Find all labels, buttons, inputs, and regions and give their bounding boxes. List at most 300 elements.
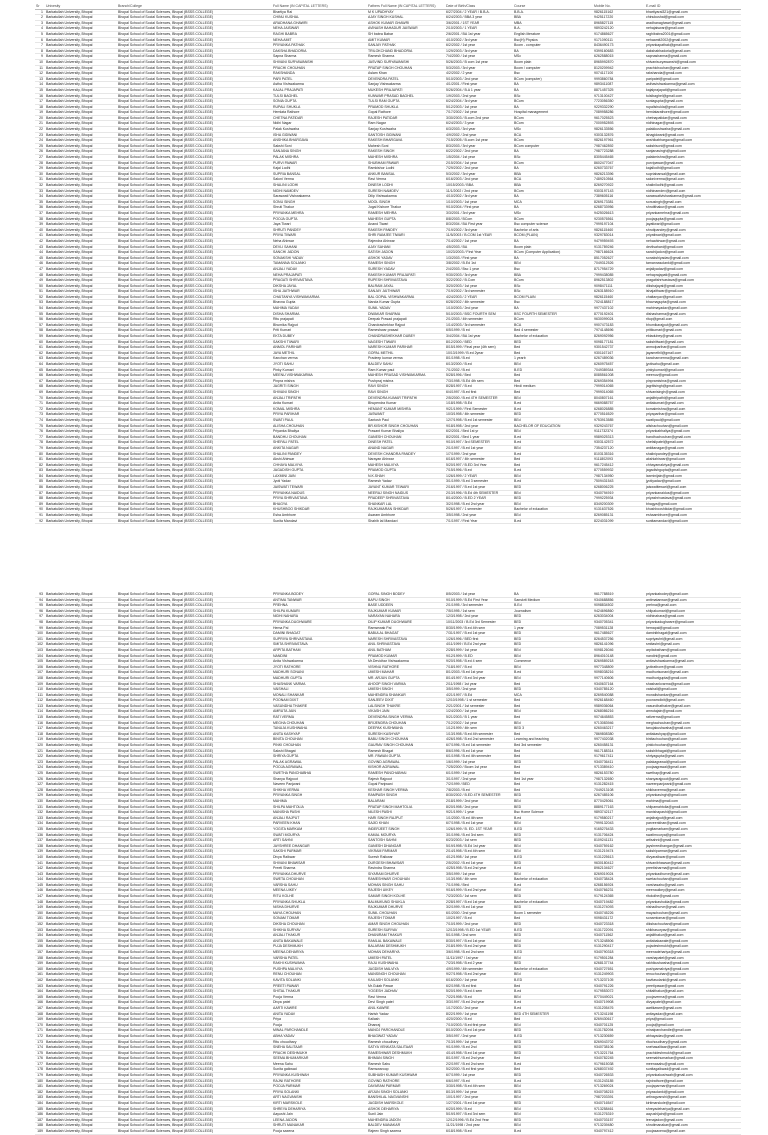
- cell-university: Barkatullah University, Bhopal: [45, 938, 117, 944]
- cell-father-name: GOVIND RATHORE: [367, 1078, 445, 1084]
- cell-course: BCom: [513, 216, 593, 222]
- cell-sr: 61: [35, 345, 45, 351]
- cell-college: Bhopal School of Social Sciences, Bhopal (BSSS COLLEGE): [117, 54, 272, 60]
- cell-full-name: AARTI KAWRE: [272, 1005, 367, 1011]
- cell-course: Bed 3rd semester: [513, 743, 593, 749]
- cell-email: prachichouhan@gmail.com: [645, 65, 741, 71]
- cell-college: Bhopal School of Social Sciences, Bhopal (BSSS COLLEGE): [117, 345, 272, 351]
- cell-university: Barkatullah University, Bhopal: [45, 328, 117, 334]
- cell-father-name: SATISH JADON: [367, 250, 445, 256]
- cell-mobile: 9340708215: [593, 1089, 645, 1095]
- cell-course: B.ed: [513, 1129, 593, 1135]
- cell-college: Bhopal School of Social Sciences, Bhopal (BSSS COLLEGE): [117, 373, 272, 379]
- cell-university: Barkatullah University, Bhopal: [45, 731, 117, 737]
- cell-sr: 72: [35, 406, 45, 412]
- cell-university: Barkatullah University, Bhopal: [45, 417, 117, 423]
- cell-course: BED: [513, 631, 593, 637]
- cell-dob-class: 8/10/2000 / B.ed 1st year: [445, 1028, 513, 1034]
- cell-college: Bhopal School of Social Sciences, Bhopal (BSSS COLLEGE): [117, 37, 272, 43]
- cell-university: Barkatullah University, Bhopal: [45, 625, 117, 631]
- cell-course: BEd: [513, 1095, 593, 1101]
- cell-mobile: 9617025523: [593, 115, 645, 121]
- cell-email: shivanibhawsar@gmail.com: [645, 860, 741, 866]
- cell-course: BED: [513, 1117, 593, 1123]
- cell-mobile: 9179617411: [593, 754, 645, 760]
- cell-dob-class: 6/22/2002 / 2nd year: [445, 149, 513, 155]
- cell-university: Barkatullah University, Bhopal: [45, 715, 117, 721]
- cell-university: Barkatullah University, Bhopal: [45, 149, 117, 155]
- cell-father-name: ANIL BATHAM: [367, 647, 445, 653]
- cell-course: B.ED: [513, 977, 593, 983]
- cell-college: Bhopal School of Social Sciences, Bhopal (BSSS COLLEGE): [117, 608, 272, 614]
- cell-college: Bhopal School of Social Sciences, Bhopal (BSSS COLLEGE): [117, 1022, 272, 1028]
- cell-course: B.ed: [513, 1005, 593, 1011]
- cell-sr: 165: [35, 994, 45, 1000]
- cell-course: BED: [513, 614, 593, 620]
- cell-email: shalinipandey@gmail.com: [645, 451, 741, 457]
- cell-email: jyotirathore@gmail.com: [645, 664, 741, 670]
- cell-university: Barkatullah University, Bhopal: [45, 614, 117, 620]
- cell-sr: 175: [35, 1050, 45, 1056]
- cell-college: Bhopal School of Social Sciences, Bhopal (BSSS COLLEGE): [117, 692, 272, 698]
- cell-sr: 168: [35, 1011, 45, 1017]
- cell-course: BEd: [513, 395, 593, 401]
- cell-email: aradhanaghawri@gmail.com: [645, 20, 741, 26]
- cell-dob-class: 7/15/2005 / B.com 1st year: [445, 138, 513, 144]
- cell-mobile: 9230576561: [593, 216, 645, 222]
- cell-father-name: SANTOSH SAHNI: [367, 838, 445, 844]
- cell-college: Bhopal School of Social Sciences, Bhopal (BSSS COLLEGE): [117, 356, 272, 362]
- cell-full-name: SHIKHA SURYAV: [272, 927, 367, 933]
- cell-full-name: PRIYANKA BODEY: [272, 592, 367, 597]
- cell-mobile: 9131225613: [593, 854, 645, 860]
- cell-course: BCOM (PLAIN): [513, 233, 593, 239]
- cell-university: Barkatullah University, Bhopal: [45, 899, 117, 905]
- cell-sr: 120: [35, 743, 45, 749]
- cell-mobile: 9340726533: [593, 1073, 645, 1079]
- cell-university: Barkatullah University, Bhopal: [45, 233, 117, 239]
- cell-college: Bhopal School of Social Sciences, Bhopal (BSSS COLLEGE): [117, 916, 272, 922]
- cell-sr: 28: [35, 160, 45, 166]
- cell-father-name: Nanda Kumar Gupta: [367, 300, 445, 306]
- cell-email: swatipaul@gmail.com: [645, 417, 741, 423]
- cell-dob-class: 2/14/1998 / B.ed 4th sem: [445, 849, 513, 855]
- cell-mobile: 9826115460: [593, 294, 645, 300]
- cell-email: priyasolanki@gmail.com: [645, 1089, 741, 1095]
- cell-course: BEd: [513, 871, 593, 877]
- cell-email: shrutimanakar@gmail.com: [645, 1123, 741, 1129]
- cell-full-name: Sapna Sharma: [272, 54, 367, 60]
- cell-mobile: 9669088757: [593, 401, 645, 407]
- cell-college: Bhopal School of Social Sciences, Bhopal (BSSS COLLEGE): [117, 177, 272, 183]
- cell-father-name: SURESH NAMDEV: [367, 188, 445, 194]
- cell-father-name: CHANDRASHEKHAR DUBEY: [367, 334, 445, 340]
- cell-university: Barkatullah University, Bhopal: [45, 659, 117, 665]
- cell-father-name: PRAMOD KUMAR: [367, 653, 445, 659]
- cell-email: saraswativishwakarma@gmail.com: [645, 194, 741, 200]
- cell-sr: 187: [35, 1117, 45, 1123]
- cell-full-name: SWETA CHOUHAN: [272, 877, 367, 883]
- cell-full-name: ANJALI RAJPUT: [272, 815, 367, 821]
- cell-father-name: BRIJENDRA CHOUHAN: [367, 720, 445, 726]
- cell-university: Barkatullah University, Bhopal: [45, 479, 117, 485]
- cell-full-name: Kajal Lodhi: [272, 166, 367, 172]
- cell-course: BCOM PLAIN: [513, 294, 593, 300]
- cell-father-name: JASWANT: [367, 412, 445, 418]
- cell-college: Bhopal School of Social Sciences, Bhopal (BSSS COLLEGE): [117, 961, 272, 967]
- cell-email: parveenkhan@gmail.com: [645, 821, 741, 827]
- cell-college: Bhopal School of Social Sciences, Bhopal (BSSS COLLEGE): [117, 468, 272, 474]
- cell-full-name: JAGRITI SINGH: [272, 384, 367, 390]
- cell-email: jayatiwari@gmail.com: [645, 222, 741, 228]
- cell-father-name: ANKUR BANSAL: [367, 171, 445, 177]
- cell-mobile: 9329243767: [593, 423, 645, 429]
- cell-mobile: 9340766231: [593, 888, 645, 894]
- cell-sr: 79: [35, 445, 45, 451]
- cell-father-name: NILESH PASHI: [367, 810, 445, 816]
- cell-dob-class: 7/17/2002 / 1st year: [445, 110, 513, 116]
- cell-college: Bhopal School of Social Sciences, Bhopal (BSSS COLLEGE): [117, 395, 272, 401]
- cell-dob-class: 2/16/1997 / B.ed 1st year: [445, 485, 513, 491]
- cell-full-name: PUSHPA MALVIYA: [272, 966, 367, 972]
- cell-dob-class: 5/1/1998 / 2nd sem: [445, 933, 513, 939]
- cell-sr: 2: [35, 15, 45, 21]
- cell-father-name: DILIP KUMAR DUGHWARE: [367, 619, 445, 625]
- cell-dob-class: 8/3/2003 / 3rd year: [445, 143, 513, 149]
- cell-dob-class: 1/24/2000 / 1st year: [445, 709, 513, 715]
- cell-full-name: JYOTI RATHORE: [272, 664, 367, 670]
- cell-dob-class: 1/27/2001 / B.ed 1st year: [445, 1101, 513, 1107]
- cell-father-name: NAGESH TIWARI: [367, 339, 445, 345]
- cell-full-name: TAMANNA SOLANKI: [272, 261, 367, 267]
- cell-dob-class: 7/23/1998 / B.ed 2 year: [445, 961, 513, 967]
- cell-university: Barkatullah University, Bhopal: [45, 815, 117, 821]
- cell-course: BED: [513, 933, 593, 939]
- cell-father-name: Sanjay Vishwakarma: [367, 82, 445, 88]
- cell-university: Barkatullah University, Bhopal: [45, 451, 117, 457]
- cell-course: Bed: [513, 378, 593, 384]
- header-father-name: Fathers Full Name (IN CAPITAL LETTERS): [367, 4, 445, 9]
- cell-email: kanchanverma@gmail.com: [645, 356, 741, 362]
- cell-full-name: RATI VERMA: [272, 715, 367, 721]
- cell-full-name: Pooja: [272, 1022, 367, 1028]
- cell-course: BED: [513, 1028, 593, 1034]
- cell-dob-class: 3/3/2001 / 3rd year: [445, 210, 513, 216]
- cell-university: Barkatullah University, Bhopal: [45, 71, 117, 77]
- cell-father-name: AMAR SINGH CHOUHAN: [367, 922, 445, 928]
- cell-sr: 96: [35, 608, 45, 614]
- cell-mobile: 9630180412: [593, 860, 645, 866]
- cell-course: Bachelor of education: [513, 507, 593, 513]
- cell-dob-class: 8/1/2003 / B.ed 1st year: [445, 670, 513, 676]
- cell-dob-class: 3/2/1998 / B.ed 2nd year: [445, 501, 513, 507]
- cell-sr: 35: [35, 199, 45, 205]
- cell-college: Bhopal School of Social Sciences, Bhopal (BSSS COLLEGE): [117, 65, 272, 71]
- cell-father-name: BALARAM DESHMUKH: [367, 944, 445, 950]
- cell-college: Bhopal School of Social Sciences, Bhopal (BSSS COLLEGE): [117, 670, 272, 676]
- cell-course: B.ED: [513, 367, 593, 373]
- cell-mobile: 8040807161: [593, 395, 645, 401]
- cell-full-name: KOMAL MISHRA: [272, 406, 367, 412]
- cell-dob-class: 7/10/1999 / 2nd year: [445, 922, 513, 928]
- cell-mobile: 6263158910: [593, 289, 645, 295]
- cell-mobile: 9753913585: [593, 417, 645, 423]
- cell-university: Barkatullah University, Bhopal: [45, 653, 117, 659]
- cell-full-name: PUJA DESHMUKH: [272, 944, 367, 950]
- cell-university: Barkatullah University, Bhopal: [45, 916, 117, 922]
- cell-email: divyapatel@gmail.com: [645, 1000, 741, 1006]
- cell-mobile: 9179124365: [593, 894, 645, 900]
- cell-dob-class: 6/27/2004 / 2 YEAR / B.B.A.: [445, 9, 513, 15]
- cell-sr: 121: [35, 748, 45, 754]
- cell-full-name: AMRUTA JAIN: [272, 709, 367, 715]
- cell-mobile: 9589025313: [593, 434, 645, 440]
- cell-father-name: MAHESH MISHRA: [367, 155, 445, 161]
- cell-college: Bhopal School of Social Sciences, Bhopal (BSSS COLLEGE): [117, 1000, 272, 1006]
- cell-course: Bed 1st year: [513, 776, 593, 782]
- cell-full-name: PARI PATEL: [272, 76, 367, 82]
- cell-sr: 116: [35, 720, 45, 726]
- cell-college: Bhopal School of Social Sciences, Bhopal (BSSS COLLEGE): [117, 659, 272, 665]
- cell-college: Bhopal School of Social Sciences, Bhopal (BSSS COLLEGE): [117, 423, 272, 429]
- cell-mobile: 6268137744: [593, 961, 645, 967]
- cell-sr: 42: [35, 238, 45, 244]
- cell-email: soniagupta@gmail.com: [645, 99, 741, 105]
- cell-course: BCom: [513, 317, 593, 323]
- cell-father-name: AMIT KUMAR: [367, 37, 445, 43]
- cell-dob-class: 7/8/2003 / B.ed: [445, 787, 513, 793]
- cell-university: Barkatullah University, Bhopal: [45, 367, 117, 373]
- cell-university: Barkatullah University, Bhopal: [45, 944, 117, 950]
- cell-father-name: Dhanraj: [367, 1022, 445, 1028]
- cell-father-name: Ramesh Sharma: [367, 54, 445, 60]
- cell-full-name: SANCHI JADON: [272, 250, 367, 256]
- cell-mobile: 9131249903: [593, 972, 645, 978]
- cell-university: Barkatullah University, Bhopal: [45, 608, 117, 614]
- cell-mobile: 9179501284: [593, 955, 645, 961]
- cell-university: Barkatullah University, Bhopal: [45, 384, 117, 390]
- cell-sr: 110: [35, 687, 45, 693]
- cell-course: B.ED: [513, 854, 593, 860]
- cell-university: Barkatullah University, Bhopal: [45, 322, 117, 328]
- cell-university: Barkatullah University, Bhopal: [45, 54, 117, 60]
- cell-college: Bhopal School of Social Sciences, Bhopal (BSSS COLLEGE): [117, 614, 272, 620]
- cell-university: Barkatullah University, Bhopal: [45, 743, 117, 749]
- cell-dob-class: 6/2/2002 / 1st year: [445, 43, 513, 49]
- cell-university: Barkatullah University, Bhopal: [45, 378, 117, 384]
- cell-course: BEd: [513, 849, 593, 855]
- cell-university: Barkatullah University, Bhopal: [45, 121, 117, 127]
- cell-university: Barkatullah University, Bhopal: [45, 65, 117, 71]
- cell-mobile: 8871457325: [593, 87, 645, 93]
- cell-mobile: 8103135316: [593, 451, 645, 457]
- cell-full-name: CHINU KUSHAL: [272, 15, 367, 21]
- cell-mobile: 9340759162: [593, 843, 645, 849]
- cell-college: Bhopal School of Social Sciences, Bhopal (BSSS COLLEGE): [117, 132, 272, 138]
- cell-email: nidhinahara@gmail.com: [645, 614, 741, 620]
- cell-dob-class: 9/10/1997 / 3rd SEMESTER: [445, 440, 513, 446]
- cell-mobile: 9630099024: [593, 317, 645, 323]
- cell-email: sonusingh@gmail.com: [645, 199, 741, 205]
- cell-college: Bhopal School of Social Sciences, Bhopal (BSSS COLLEGE): [117, 653, 272, 659]
- cell-university: Barkatullah University, Bhopal: [45, 138, 117, 144]
- cell-email: pinkichouhan@gmail.com: [645, 743, 741, 749]
- cell-sr: 18: [35, 104, 45, 110]
- cell-mobile: 9340703157: [593, 1117, 645, 1123]
- cell-email: priyankashukla@gmail.com: [645, 899, 741, 905]
- cell-course: BBA: [513, 272, 593, 278]
- cell-dob-class: 1/1/2000 / B.ed 4th sem: [445, 815, 513, 821]
- cell-full-name: Divya Raikwar: [272, 854, 367, 860]
- cell-email: shivanisingh@gmail.com: [645, 389, 741, 395]
- cell-dob-class: 11/11/1997 / 1st year: [445, 955, 513, 961]
- cell-full-name: ANJALI YADAV: [272, 266, 367, 272]
- cell-sr: 122: [35, 754, 45, 760]
- cell-email: priyankadhurve@gmail.com: [645, 871, 741, 877]
- cell-full-name: PRIYA SHRIVASTAVA: [272, 496, 367, 502]
- cell-father-name: GAURAV SINGH CHOUHAN: [367, 743, 445, 749]
- cell-sr: 92: [35, 518, 45, 524]
- header-college: Branch/College: [117, 4, 272, 9]
- cell-father-name: SUNIL CHOUHAN: [367, 910, 445, 916]
- cell-course: Learning and teaching: [513, 737, 593, 743]
- cell-dob-class: 3/5/1997 / 2nd year: [445, 1033, 513, 1039]
- cell-full-name: PRIYA SOLANKI: [272, 1089, 367, 1095]
- cell-email: anjalitripathi@gmail.com: [645, 395, 741, 401]
- cell-email: shikhasuryav@gmail.com: [645, 927, 741, 933]
- cell-sr: 176: [35, 1056, 45, 1062]
- table-body-page-2: [35, 592, 741, 1134]
- cell-father-name: Gopal Rathore: [367, 110, 445, 116]
- cell-mobile: 9589036064: [593, 703, 645, 709]
- cell-email: anjalithakur@gmail.com: [645, 933, 741, 939]
- cell-dob-class: 7/3/1998 / B.Ed 4th sem: [445, 378, 513, 384]
- cell-email: arpitabatham@gmail.com: [645, 647, 741, 653]
- cell-email: varshapatel@gmail.com: [645, 955, 741, 961]
- cell-email: rativerma@gmail.com: [645, 715, 741, 721]
- cell-college: Bhopal School of Social Sciences, Bhopal (BSSS COLLEGE): [117, 473, 272, 479]
- cell-course: Bed: [513, 1017, 593, 1023]
- cell-course: BCom: [513, 99, 593, 105]
- cell-full-name: Sakshi Bhagat: [272, 748, 367, 754]
- cell-course: MCA: [513, 199, 593, 205]
- cell-father-name: DINESH LODHI: [367, 183, 445, 189]
- cell-email: nidhinamdev@gmail.com: [645, 188, 741, 194]
- cell-college: Bhopal School of Social Sciences, Bhopal (BSSS COLLEGE): [117, 977, 272, 983]
- cell-father-name: RAJKUMAR DHURVE: [367, 905, 445, 911]
- cell-email: sanchijadon@gmail.com: [645, 250, 741, 256]
- cell-email: jagadishgupta@gmail.com: [645, 468, 741, 474]
- cell-email: shriyagupta@gmail.com: [645, 754, 741, 760]
- cell-university: Barkatullah University, Bhopal: [45, 675, 117, 681]
- cell-sr: 4: [35, 26, 45, 32]
- cell-mobile: 8269430617: [593, 1017, 645, 1023]
- cell-email: pritikumari@gmail.com: [645, 328, 741, 334]
- cell-dob-class: 10/2/1997 / B.ed: [445, 916, 513, 922]
- cell-full-name: ANKITA NAGAR: [272, 445, 367, 451]
- cell-father-name: SURESH SURYAV: [367, 927, 445, 933]
- cell-sr: 186: [35, 1112, 45, 1118]
- cell-sr: 129: [35, 793, 45, 799]
- cell-father-name: Devi Singh patel: [367, 1000, 445, 1006]
- cell-full-name: ARPITA BATHAM: [272, 647, 367, 653]
- cell-university: Barkatullah University, Bhopal: [45, 977, 117, 983]
- cell-father-name: Rameshwar prasad: [367, 328, 445, 334]
- cell-mobile: 9713239480: [593, 1123, 645, 1129]
- cell-mobile: 9340723318: [593, 922, 645, 928]
- cell-college: Bhopal School of Social Sciences, Bhopal (BSSS COLLEGE): [117, 804, 272, 810]
- cell-father-name: BALMUKUND SHUKLA: [367, 899, 445, 905]
- cell-college: Bhopal School of Social Sciences, Bhopal (BSSS COLLEGE): [117, 20, 272, 26]
- cell-dob-class: 3/20/2003 / 1st year: [445, 283, 513, 289]
- cell-full-name: VAISHALI: [272, 687, 367, 693]
- cell-father-name: Anand Tiwari: [367, 222, 445, 228]
- cell-full-name: Priyanka Bhaliya: [272, 429, 367, 435]
- cell-university: Barkatullah University, Bhopal: [45, 462, 117, 468]
- cell-sr: 145: [35, 882, 45, 888]
- cell-course: BCom (computer): [513, 76, 593, 82]
- cell-dob-class: 7/1/2002 / B.ed: [445, 367, 513, 373]
- cell-father-name: GOPAL SINGH BODEY: [367, 592, 445, 597]
- cell-dob-class: 9/20/1998 / B.ed 4 sem: [445, 659, 513, 665]
- cell-course: Bed: [513, 389, 593, 395]
- cell-course: Bed: [513, 703, 593, 709]
- cell-university: Barkatullah University, Bhopal: [45, 401, 117, 407]
- cell-father-name: RAJU KUSHWAHA: [367, 961, 445, 967]
- cell-father-name: KAMAL MOURYA: [367, 832, 445, 838]
- cell-mobile: 9098834502: [593, 603, 645, 609]
- cell-father-name: SIYARAM DHURVE: [367, 871, 445, 877]
- cell-university: Barkatullah University, Bhopal: [45, 155, 117, 161]
- cell-university: Barkatullah University, Bhopal: [45, 250, 117, 256]
- cell-father-name: Rajesh Rajpoot: [367, 776, 445, 782]
- cell-course: B.ED: [513, 1033, 593, 1039]
- cell-email: artisahni@gmail.com: [645, 838, 741, 844]
- cell-email: purvipawar@gmail.com: [645, 160, 741, 166]
- cell-college: Bhopal School of Social Sciences, Bhopal (BSSS COLLEGE): [117, 250, 272, 256]
- cell-email: jaiswatitewari@gmail.com: [645, 485, 741, 491]
- cell-father-name: MOHAN DEHARIYA: [367, 950, 445, 956]
- cell-sr: 3: [35, 20, 45, 26]
- cell-university: Barkatullah University, Bhopal: [45, 1106, 117, 1112]
- cell-sr: 81: [35, 457, 45, 463]
- cell-sr: 172: [35, 1033, 45, 1039]
- cell-university: Barkatullah University, Bhopal: [45, 994, 117, 1000]
- cell-mobile: 9303142572: [593, 440, 645, 446]
- cell-sr: 174: [35, 1045, 45, 1051]
- spreadsheet-page-2: [0, 588, 768, 1133]
- cell-sr: 131: [35, 804, 45, 810]
- cell-sr: 25: [35, 143, 45, 149]
- cell-sr: 180: [35, 1078, 45, 1084]
- cell-mobile: 7024188817: [593, 300, 645, 306]
- cell-college: Bhopal School of Social Sciences, Bhopal (BSSS COLLEGE): [117, 93, 272, 99]
- cell-course: MSc: [513, 127, 593, 133]
- cell-university: Barkatullah University, Bhopal: [45, 888, 117, 894]
- cell-mobile: 9926168460: [593, 698, 645, 704]
- cell-email: meenauikey@gmail.com: [645, 888, 741, 894]
- cell-father-name: RAMESH PANCHABHAI: [367, 771, 445, 777]
- cell-full-name: MEENA DEHARIYA: [272, 950, 367, 956]
- cell-mobile: 6268037492: [593, 1067, 645, 1073]
- cell-sr: 125: [35, 771, 45, 777]
- cell-full-name: KIRTI MARSKOLE: [272, 1101, 367, 1107]
- cell-father-name: Rajeev Singh saxena: [367, 1129, 445, 1135]
- cell-email: bhumikarajput@gmail.com: [645, 322, 741, 328]
- cell-mobile: 9977140606: [593, 675, 645, 681]
- cell-dob-class: 3/5/1999 / 2nd year: [445, 687, 513, 693]
- cell-mobile: 7999225934: [593, 496, 645, 502]
